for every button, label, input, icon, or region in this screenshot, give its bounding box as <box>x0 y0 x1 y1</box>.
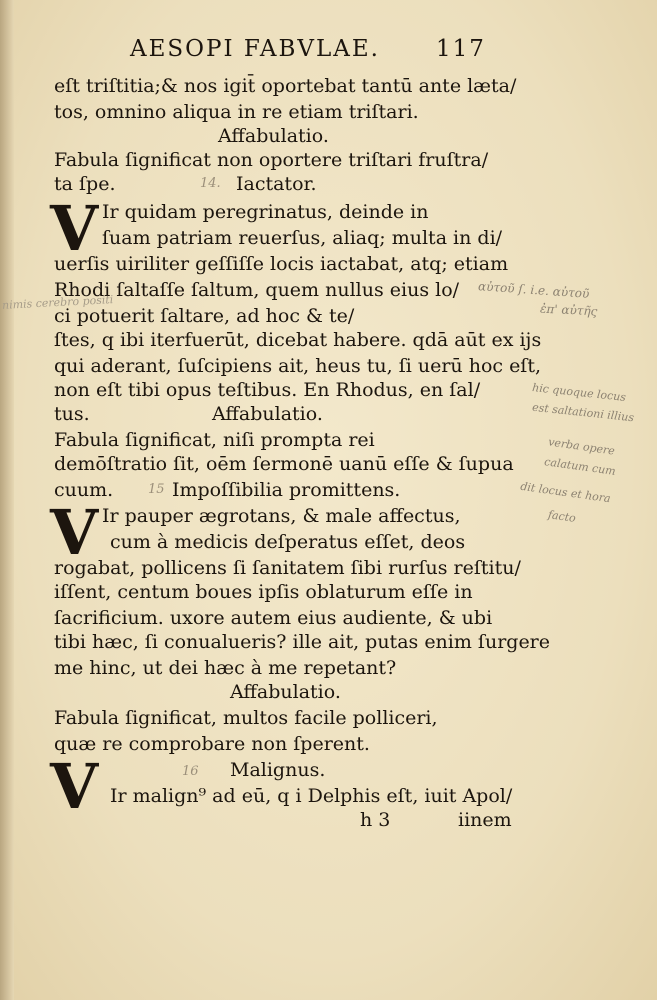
text-line: Fabula ſignificat, niſi prompta rei <box>54 429 375 451</box>
text-line: ſacrificium. uxore autem eius audiente, & ubi <box>54 607 493 629</box>
fable-title-malignus: Malignus. <box>230 759 326 781</box>
text-line: tos, omnino aliqua in re etiam triſtari. <box>54 101 419 123</box>
text-line: Ir pauper ægrotans, & male affectus, <box>102 505 461 527</box>
text-line: eſt triſtitia;& nos igit̄ oportebat tantū ante læta/ <box>54 75 517 97</box>
text-line: quæ re comprobare non ſperent. <box>54 733 370 755</box>
drop-cap: V <box>50 192 99 265</box>
signature-mark: h 3 <box>360 809 391 831</box>
page-gutter <box>0 0 14 1000</box>
text-line: Fabula ſignificat, multos facile polliceri, <box>54 707 438 729</box>
text-line: Ir malign⁹ ad eū, q i Delphis eſt, iuit Apol/ <box>110 785 513 807</box>
text-line: tibi hæc, ſi conualueris? ille ait, putas enim ſurgere <box>54 631 551 653</box>
text-line: rogabat, pollicens ſi ſanitatem ſibi rurſus reſtitu/ <box>54 557 521 579</box>
marginal-annotation: verba opere <box>547 435 616 458</box>
text-line: Rhodi ſaltaſſe ſaltum, quem nullus eius lo/ <box>54 279 460 301</box>
margin-number: 16 <box>182 764 199 779</box>
marginal-annotation: facto <box>547 508 577 525</box>
section-heading-affabulatio: Affabulatio. <box>212 403 323 425</box>
text-line: me hinc, ut dei hæc à me repetant? <box>54 657 397 679</box>
marginal-annotation: calatum cum <box>543 455 617 478</box>
text-line: ſuam patriam reuerſus, aliaq; multa in di/ <box>102 227 503 249</box>
text-line: non eſt tibi opus teſtibus. En Rhodus, en ſal/ <box>54 379 481 401</box>
margin-number: 15 <box>148 482 165 497</box>
marginal-annotation: ἐπ' αὐτῆς <box>539 301 598 319</box>
text-line: qui aderant, ſuſcipiens ait, heus tu, ſi uerū hoc eſt, <box>54 355 542 377</box>
margin-number: 14. <box>200 176 221 191</box>
page-number: 117 <box>436 36 486 62</box>
running-title: AESOPI FABVLAE. <box>130 36 380 62</box>
text-line: uerſis uiriliter geſſiſſe locis iactabat, atq; etiam <box>54 253 509 275</box>
text-line: ci potuerit ſaltare, ad hoc & te/ <box>54 305 355 327</box>
text-line: Ir quidam peregrinatus, deinde in <box>102 201 429 223</box>
marginal-annotation: est saltationi illius <box>531 400 635 425</box>
fable-title-impossibilia: Impoſſibilia promittens. <box>172 479 401 501</box>
drop-cap: V <box>50 750 99 823</box>
marginal-annotation: hic quoque locus <box>531 381 627 404</box>
section-heading-affabulatio: Affabulatio. <box>218 125 329 147</box>
marginal-annotation: αὐτοῦ ſ. i.e. αὐτοῦ <box>477 279 590 301</box>
text-line: ta ſpe. <box>54 173 116 195</box>
text-line: demōſtratio ſit, oēm ſermonē uanū eſſe & ſupua <box>54 453 514 475</box>
text-line: cuum. <box>54 479 114 501</box>
text-line: iſſent, centum boues ipſis oblaturum eſſe in <box>54 581 473 603</box>
marginal-annotation: nimis cerebro positi <box>1 293 114 312</box>
drop-cap: V <box>50 496 99 569</box>
text-line: ſtes, q ibi iterfuerūt, dicebat habere. qdā aūt ex ijs <box>54 329 542 351</box>
running-head <box>130 36 530 66</box>
fable-title-iactator: Iactator. <box>236 173 317 195</box>
marginal-annotation: dit locus et hora <box>519 479 612 506</box>
text-line: tus. <box>54 403 90 425</box>
text-line: Fabula ſignificat non oportere triſtari fruſtra/ <box>54 149 489 171</box>
text-line: cum à medicis deſperatus eſſet, deos <box>110 531 466 553</box>
catchword: iinem <box>458 809 512 831</box>
section-heading-affabulatio: Affabulatio. <box>230 681 341 703</box>
